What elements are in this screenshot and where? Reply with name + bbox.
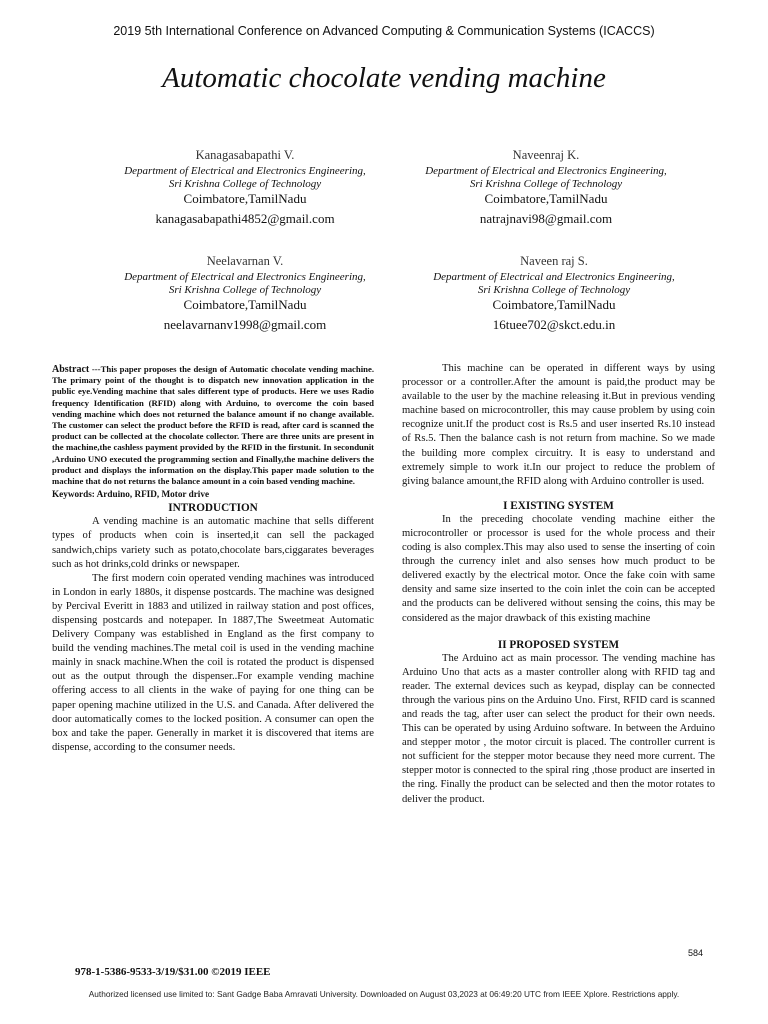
author-college: Sri Krishna College of Technology [469,178,623,190]
introduction-heading: INTRODUCTION [168,502,258,515]
author-block-4 [404,254,704,333]
author-department: Department of Electrical and Electronics Engineering, [124,165,366,177]
right-intro-paragraph: This machine can be operated in different ways by using processor or a controller.After the amount is paid,the product may be available to the user by the machine releasing it.But in previous vending machine based on microcontroller, this may cause problem by using coin recognize unit.If the product cost is Rs.5 and user inserted Rs.10 instead of Rs.5. Then the balance cash is not return from machine. So we made the building more complex circuitry. It is easy to understand and extremely simple to work it.In our project to reduce the problem of giving balance amount,the RFID along with Arduino controller is used. [402,363,715,487]
author-name: Kanagasabapathi V. [195,148,295,162]
conference-header: 2019 5th International Conference on Advanced Computing & Communication Systems (ICACCS) [113,24,655,38]
author-city: Coimbatore,TamilNadu [484,191,608,206]
author-college: Sri Krishna College of Technology [168,178,322,190]
author-email: 16tuee702@skct.edu.in [492,317,616,332]
author-city: Coimbatore,TamilNadu [183,297,307,312]
author-email: kanagasabapathi4852@gmail.com [155,211,335,226]
abstract-label: Abstract [52,364,90,375]
page-number: 584 [688,948,704,958]
author-email: natrajnavi98@gmail.com [479,211,613,226]
author-college: Sri Krishna College of Technology [477,284,631,296]
abstract-text: ---This paper proposes the design of Automatic chocolate vending machine. The primary point of the thought is to dispatch new innovation application in the public eye.Vending machine that sales different type of products. Here we uses Radio frequency Identification (RFID) along with Arduino, to overcome the coin based vending machine which does not returned the balance amount if no change available. The customer can select the product before the RFID is read, after card is scanned the product can be collected at the chocolate collector. There are three units are present in the machine,the cashless payment provided by the RFID in the firstunit. In secondunit ,Arduino UNO executed the programming section and Finally,the machine delivers the product and displays the information on the display.This paper made solution to the machine that do not returns the balance amount in a coin based vending machine. [52,364,375,487]
author-department: Department of Electrical and Electronics Engineering, [433,271,675,283]
author-name: Neelavarnan V. [206,254,284,268]
author-department: Department of Electrical and Electronics Engineering, [124,271,366,283]
author-name: Naveenraj K. [512,148,580,162]
author-department: Department of Electrical and Electronics Engineering, [425,165,667,177]
copyright-line: 978-1-5386-9533-3/19/$31.00 ©2019 IEEE [75,966,271,978]
author-email: neelavarnanv1998@gmail.com [163,317,327,332]
author-city: Coimbatore,TamilNadu [183,191,307,206]
author-name: Naveen raj S. [520,254,588,268]
existing-system-heading: I EXISTING SYSTEM [503,499,614,512]
paper-title: Automatic chocolate vending machine [162,62,606,94]
proposed-system-heading: II PROPOSED SYSTEM [497,638,620,651]
left-column [52,364,374,755]
author-city: Coimbatore,TamilNadu [492,297,616,312]
author-block-1 [95,148,395,227]
license-notice: Authorized licensed use limited to: Sant Gadge Baba Amravati University. Downloaded on August 03,2023 at 06:49:20 UTC from IEEE Xplore. Restrictions apply. [88,989,680,999]
abstract [52,364,374,487]
author-block-2 [396,148,696,227]
author-college: Sri Krishna College of Technology [168,284,322,296]
keywords: Keywords: Arduino, RFID, Motor drive [52,489,210,500]
existing-system-text: In the preceding chocolate vending machine either the microcontroller or processor is used for the whole process and their coding is also complex.This may also used to sense the inserting of coin through the currency inlet and also senses how much product to be delivered exactly by the electrical motor. Once the fake coin with same density and same size inserted to the coin inlet the coin can be accepted and the products can be delivered without sensing the coins, this may be considered as the major drawback of this existing machine [402,513,715,624]
proposed-system-text: The Arduino act as main processor. The vending machine has Arduino Uno that acts as a master controller along with RFID tag and reader. The external devices such as keypad, display can be connected through the various pins on the Arduino Uno. First, RFID card is scanned and reads the tag, after user can select the product for their own needs. This can be operated by using Arduino software. In between the Arduino and stepper motor , the motor circuit is placed. The controller current is not sufficient for the stepper motor because they need more current. The stepper motor is connected to the spiral ring ,those product are inserted in the ring. Finally the product can be selected and then the motor rotates to deliver the product. [402,652,715,805]
author-block-3 [95,254,395,333]
right-column [402,362,715,807]
intro-paragraph-2: The first modern coin operated vending machines was introduced in London in early 1880s, it dispense postcards. The machine was designed by Percival Everitt in 1883 and utilized in railway station and post offices, dispensing postcards and notepaper. In 1887,The Sweetmeat Automatic Delivery Company was established in England as the first company to build the vending machines.The metal coil is used in the vending machine mainly in snack machine.When the coil is rotated the product is dispensed out as the output through the dispenser..For example vending machine offering access to all clients in the wake of paying for one thing can be paper opening machine utilized in the U.S. and Canada. After delivered the door automatically comes to the locked position. A consumer can open the box and take the paper. Generally in market it is discovered that items are dispense, according to the consumer needs. [52,572,374,753]
intro-paragraph-1: A vending machine is an automatic machine that sells different types of products when coin is inserted,it can sell the packaged sandwich,chips variety such as potato,chocolate bars,ciggarates beverages such as hot drinks,cold drinks or newspaper. [52,516,374,570]
